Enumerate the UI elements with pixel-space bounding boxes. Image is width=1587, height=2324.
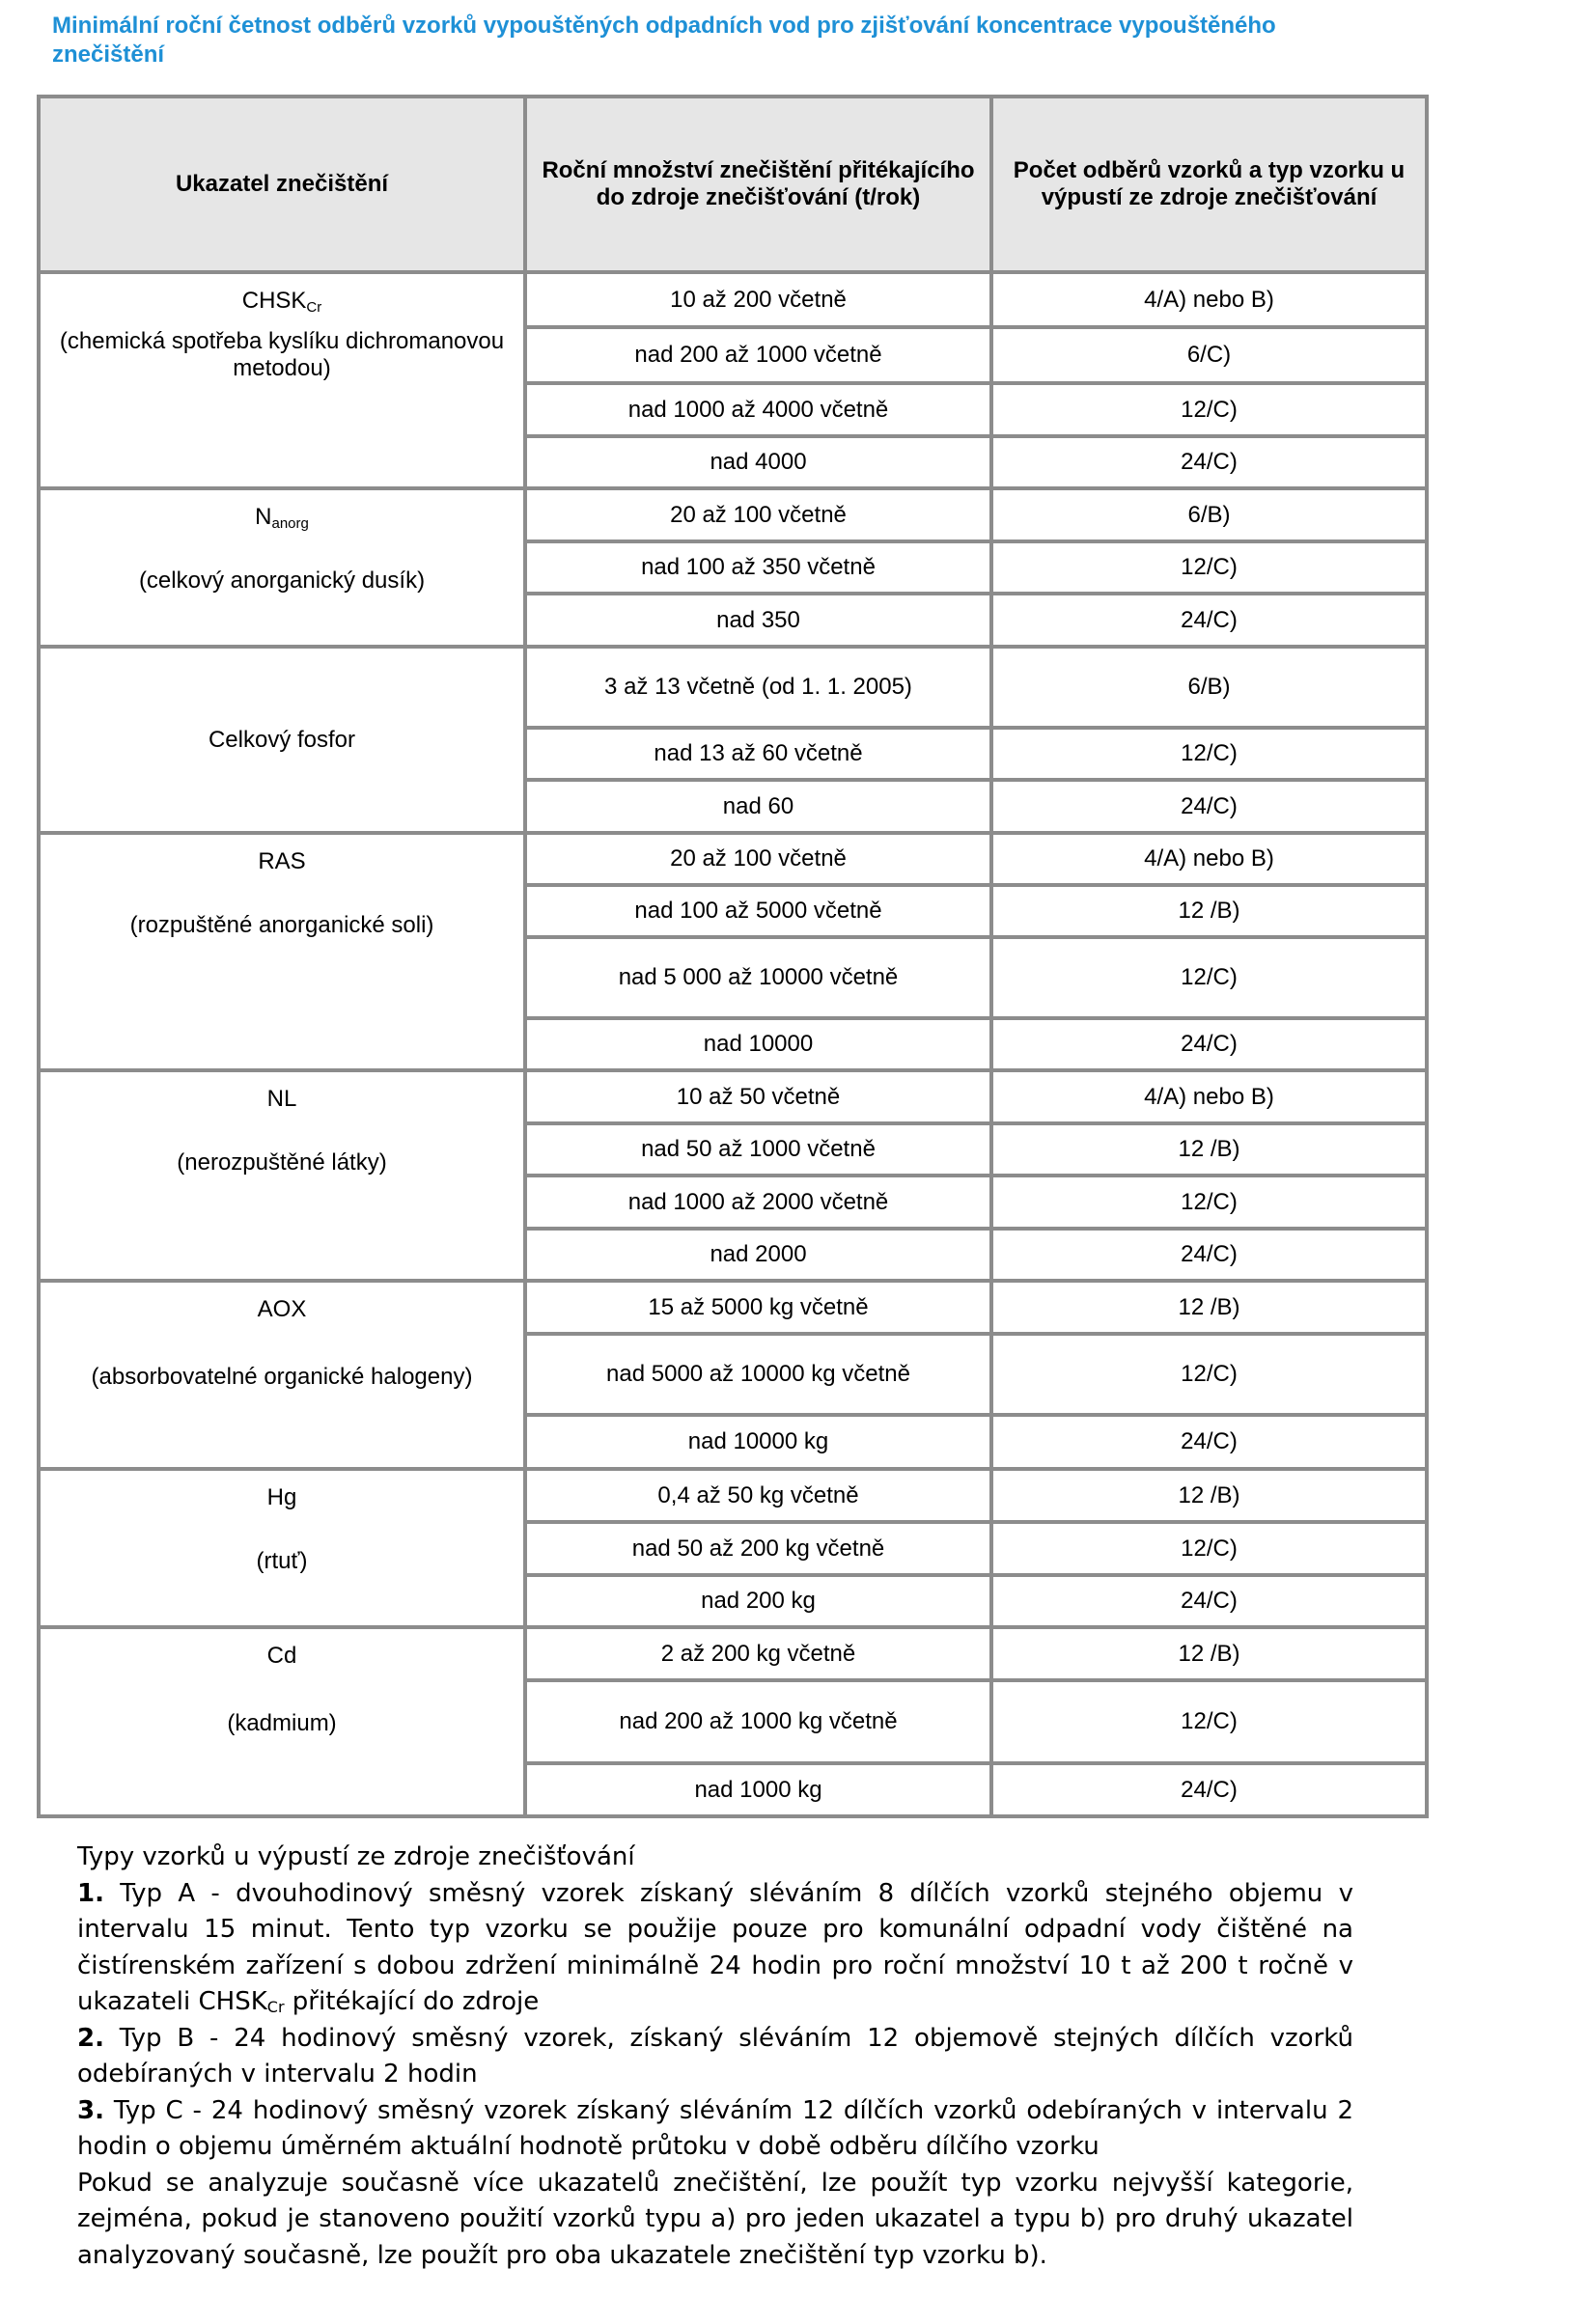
samples-cell: 6/C) <box>991 327 1427 383</box>
quantity-cell: nad 200 až 1000 kg včetně <box>525 1680 991 1763</box>
quantity-cell: nad 2000 <box>525 1229 991 1281</box>
quantity-cell: nad 10000 <box>525 1018 991 1070</box>
indicator-description: (rozpuštěné anorganické soli) <box>129 912 434 938</box>
quantity-cell: nad 5000 až 10000 kg včetně <box>525 1334 991 1415</box>
samples-cell: 4/A) nebo B) <box>991 833 1427 885</box>
samples-cell: 24/C) <box>991 1229 1427 1281</box>
indicator-cell <box>39 1627 525 1816</box>
sample-types-notes <box>77 1840 1353 2274</box>
samples-cell: 24/C) <box>991 436 1427 488</box>
quantity-cell: 3 až 13 včetně (od 1. 1. 2005) <box>525 647 991 728</box>
header-samples: Počet odběrů vzorků a typ vzorku u výpustí ze zdroje znečišťování <box>991 97 1427 272</box>
table-row <box>39 1281 1427 1334</box>
page-title: Minimální roční četnost odběrů vzorků vypouštěných odpadních vod pro zjišťování koncentrace vypouštěného znečištění <box>52 13 1276 68</box>
quantity-cell: 15 až 5000 kg včetně <box>525 1281 991 1334</box>
indicator-cell <box>39 272 525 488</box>
indicator-cell <box>39 1070 525 1281</box>
quantity-cell: nad 4000 <box>525 436 991 488</box>
quantity-cell: 2 až 200 kg včetně <box>525 1627 991 1680</box>
samples-cell: 24/C) <box>991 594 1427 647</box>
quantity-cell: 20 až 100 včetně <box>525 488 991 541</box>
table-row <box>39 833 1427 885</box>
quantity-cell: nad 50 až 1000 včetně <box>525 1123 991 1176</box>
quantity-cell: nad 60 <box>525 780 991 833</box>
note-number: 1. <box>77 1878 104 1908</box>
samples-cell: 12 /B) <box>991 1627 1427 1680</box>
indicator-code: RAS <box>258 848 306 874</box>
samples-cell: 4/A) nebo B) <box>991 272 1427 327</box>
samples-cell: 12/C) <box>991 1680 1427 1763</box>
indicator-description: (nerozpuštěné látky) <box>177 1149 387 1176</box>
note-item-1: 1. Typ A - dvouhodinový směsný vzorek získaný sléváním 8 dílčích vzorků stejného objemu v intervalu 15 minut. Tento typ vzorku se použije pouze pro komunální odpadní vody čištěné na čistírenském zařízení s dobou zdržení minimálně 24 hodin pro roční množství 10 t až 200 t ročně v ukazateli $CHSK_{Cr}$ přitékající do zdroje <box>77 1878 1353 2016</box>
indicator-cell <box>39 1281 525 1469</box>
indicator-code: Cd <box>266 1643 297 1669</box>
samples-cell: 12/C) <box>991 1176 1427 1229</box>
indicator-description: (rtuť) <box>256 1548 308 1574</box>
samples-cell: 12/C) <box>991 383 1427 436</box>
note-number: 2. <box>77 2023 104 2053</box>
quantity-cell: nad 200 až 1000 včetně <box>525 327 991 383</box>
samples-cell: 24/C) <box>991 1415 1427 1469</box>
quantity-cell: nad 350 <box>525 594 991 647</box>
quantity-cell: 20 až 100 včetně <box>525 833 991 885</box>
indicator-code: Hg <box>266 1484 297 1510</box>
samples-cell: 24/C) <box>991 1018 1427 1070</box>
indicator-description: (kadmium) <box>227 1710 337 1736</box>
quantity-cell: nad 50 až 200 kg včetně <box>525 1522 991 1575</box>
table-row <box>39 272 1427 327</box>
samples-cell: 12 /B) <box>991 1281 1427 1334</box>
quantity-cell: 10 až 200 včetně <box>525 272 991 327</box>
quantity-cell: nad 1000 až 4000 včetně <box>525 383 991 436</box>
samples-cell: 12/C) <box>991 937 1427 1018</box>
samples-cell: 12/C) <box>991 1334 1427 1415</box>
samples-cell: 6/B) <box>991 488 1427 541</box>
samples-cell: 24/C) <box>991 780 1427 833</box>
note-item-3: 3. Typ C - 24 hodinový směsný vzorek získaný sléváním 12 dílčích vzorků odebíraných v intervalu 2 hodin o objemu úměrném aktuální hodnotě průtoku v době odběru dílčího vzorku <box>77 2095 1353 2161</box>
samples-cell: 24/C) <box>991 1575 1427 1627</box>
indicator-description: (chemická spotřeba kyslíku dichromanovou metodou) <box>59 328 505 381</box>
indicator-cell <box>39 833 525 1070</box>
quantity-cell: nad 1000 až 2000 včetně <box>525 1176 991 1229</box>
table-row <box>39 647 1427 728</box>
quantity-cell: nad 10000 kg <box>525 1415 991 1469</box>
note-item-2: 2. Typ B - 24 hodinový směsný vzorek, získaný sléváním 12 objemově stejných dílčích vzorků odebíraných v intervalu 2 hodin <box>77 2023 1353 2089</box>
samples-cell: 24/C) <box>991 1763 1427 1816</box>
indicator-cell <box>39 488 525 647</box>
sampling-frequency-table <box>37 95 1429 1818</box>
quantity-cell: nad 200 kg <box>525 1575 991 1627</box>
note-final: Pokud se analyzuje současně více ukazatelů znečištění, lze použít typ vzorku nejvyšší kategorie, zejména, pokud je stanoveno použití vzorků typu a) pro jeden ukazatel a typu b) pro druhý ukazatel analyzovaný současně, lze použít pro oba ukazatele znečištění typ vzorku b). <box>77 2168 1353 2270</box>
table-header-row <box>39 97 1427 272</box>
quantity-cell: 0,4 až 50 kg včetně <box>525 1469 991 1522</box>
samples-cell: 6/B) <box>991 647 1427 728</box>
quantity-cell: nad 1000 kg <box>525 1763 991 1816</box>
table-row <box>39 1070 1427 1123</box>
samples-cell: 4/A) nebo B) <box>991 1070 1427 1123</box>
indicator-code: NL <box>266 1086 297 1112</box>
indicator-code: AOX <box>257 1296 307 1322</box>
samples-cell: 12/C) <box>991 1522 1427 1575</box>
indicator-code: $N_{anorg}$ <box>255 504 309 532</box>
indicator-code: $CHSK_{Cr}$ <box>241 288 322 316</box>
header-quantity: Roční množství znečištění přitékajícího do zdroje znečišťování (t/rok) <box>525 97 991 272</box>
samples-cell: 12 /B) <box>991 1469 1427 1522</box>
notes-heading: Typy vzorků u výpustí ze zdroje znečišťování <box>77 1842 635 1871</box>
table-row <box>39 488 1427 541</box>
indicator-description: Celkový fosfor <box>208 726 356 753</box>
samples-cell: 12 /B) <box>991 885 1427 937</box>
quantity-cell: 10 až 50 včetně <box>525 1070 991 1123</box>
note-number: 3. <box>77 2095 104 2125</box>
samples-cell: 12/C) <box>991 728 1427 780</box>
indicator-description: (celkový anorganický dusík) <box>138 567 426 594</box>
indicator-cell <box>39 1469 525 1627</box>
quantity-cell: nad 100 až 5000 včetně <box>525 885 991 937</box>
quantity-cell: nad 5 000 až 10000 včetně <box>525 937 991 1018</box>
quantity-cell: nad 13 až 60 včetně <box>525 728 991 780</box>
quantity-cell: nad 100 až 350 včetně <box>525 541 991 594</box>
table-row <box>39 1627 1427 1680</box>
indicator-description: (absorbovatelné organické halogeny) <box>91 1364 473 1390</box>
indicator-cell <box>39 647 525 833</box>
header-indicator: Ukazatel znečištění <box>39 97 525 272</box>
samples-cell: 12 /B) <box>991 1123 1427 1176</box>
table-row <box>39 1469 1427 1522</box>
samples-cell: 12/C) <box>991 541 1427 594</box>
